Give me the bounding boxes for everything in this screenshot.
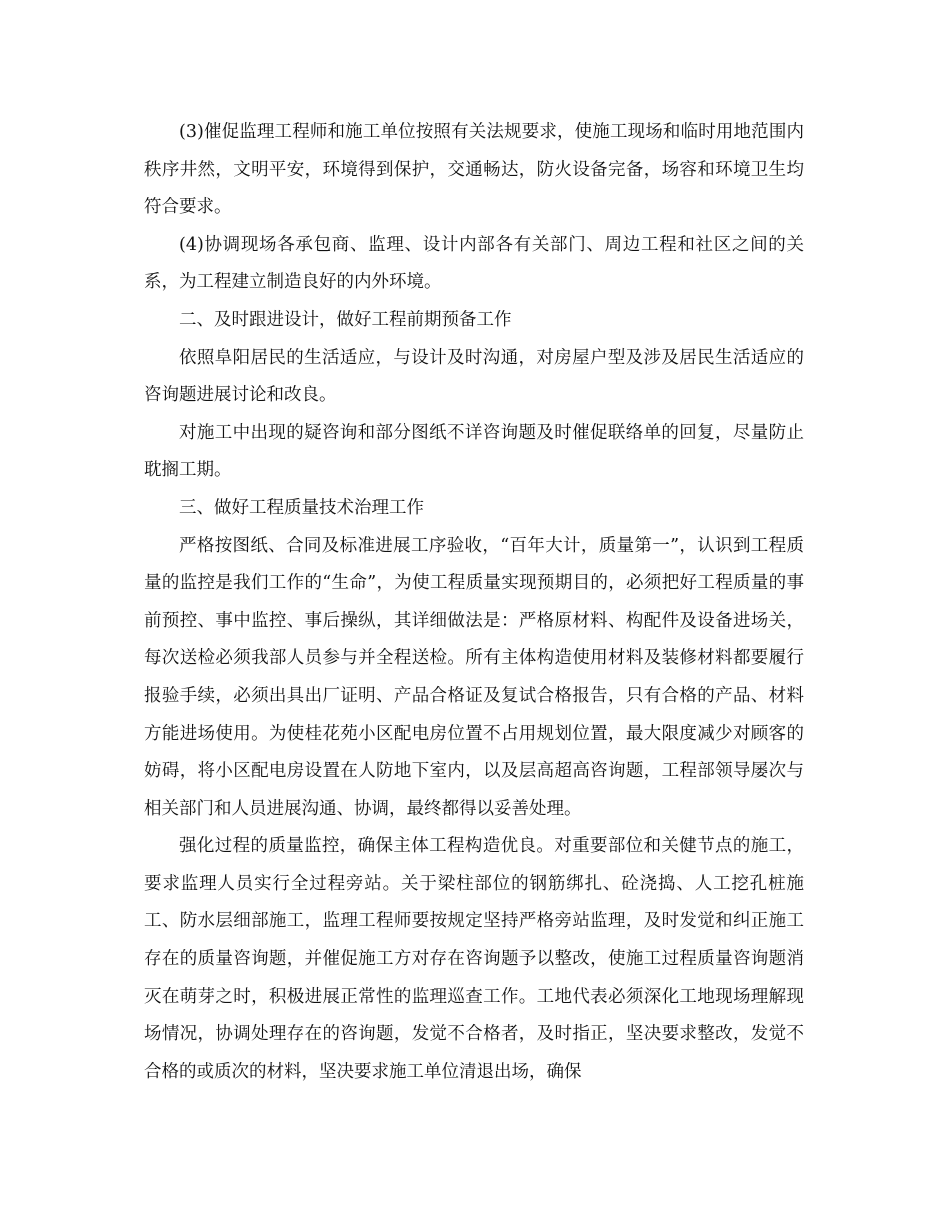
paragraph-item-4: (4)协调现场各承包商、监理、设计内部各有关部门、周边工程和社区之间的关系，为工程建立制造良好的内外环境。: [144, 234, 804, 293]
paragraph-item-3: (3)催促监理工程师和施工单位按照有关法规要求，使施工现场和临时用地范围内秩序井然，文明平安，环境得到保护，交通畅达，防火设备完备，场容和环境卫生均符合要求。: [144, 122, 804, 218]
paragraph-drawing-queries: 对施工中出现的疑咨询和部分图纸不详咨询题及时催促联络单的回复，尽量防止耽搁工期。: [144, 422, 804, 481]
paragraph-design-adaptation: 依照阜阳居民的生活适应，与设计及时沟通，对房屋户型及涉及居民生活适应的咨询题进展讨论和改良。: [144, 347, 804, 406]
section-heading-2: 二、及时跟进设计，做好工程前期预备工作: [179, 309, 512, 330]
paragraph-quality-acceptance: 严格按图纸、合同及标准进展工序验收，“百年大计，质量第一”，认识到工程质量的监控是我们工作的“生命”，为使工程质量实现预期目的，必须把好工程质量的事前预控、事中监控、事后操纵，其详细做法是：严格原材料、构配件及设备进场关，每次送检必须我部人员参与并全程送检。所有主体构造使用材料及装修材料都要履行报验手续，必须出具出厂证明、产品合格证及复试合格报告，只有合格的产品、材料方能进场使用。为使桂花苑小区配电房位置不占用规划位置，最大限度减少对顾客的妨碍，将小区配电房设置在人防地下室内，以及层高超高咨询题，工程部领导屡次与相关部门和人员进展沟通、协调，最终都得以妥善处理。: [144, 535, 804, 819]
paragraph-process-monitoring: 强化过程的质量监控，确保主体工程构造优良。对重要部位和关健节点的施工，要求监理人员实行全过程旁站。关于梁柱部位的钢筋绑扎、砼浇捣、人工挖孔桩施工、防水层细部施工，监理工程师要按规定坚持严格旁站监理，及时发觉和纠正施工存在的质量咨询题，并催促施工方对存在咨询题予以整改，使施工过程质量咨询题消灭在萌芽之时，积极进展正常性的监理巡查工作。工地代表必须深化工地现场理解现场情况，协调处理存在的咨询题，发觉不合格者，及时指正，坚决要求整改，发觉不合格的或质次的材料，坚决要求施工单位清退出场，确保: [144, 836, 804, 1082]
section-heading-3: 三、做好工程质量技术治理工作: [179, 497, 424, 518]
document-body: [144, 114, 804, 1091]
